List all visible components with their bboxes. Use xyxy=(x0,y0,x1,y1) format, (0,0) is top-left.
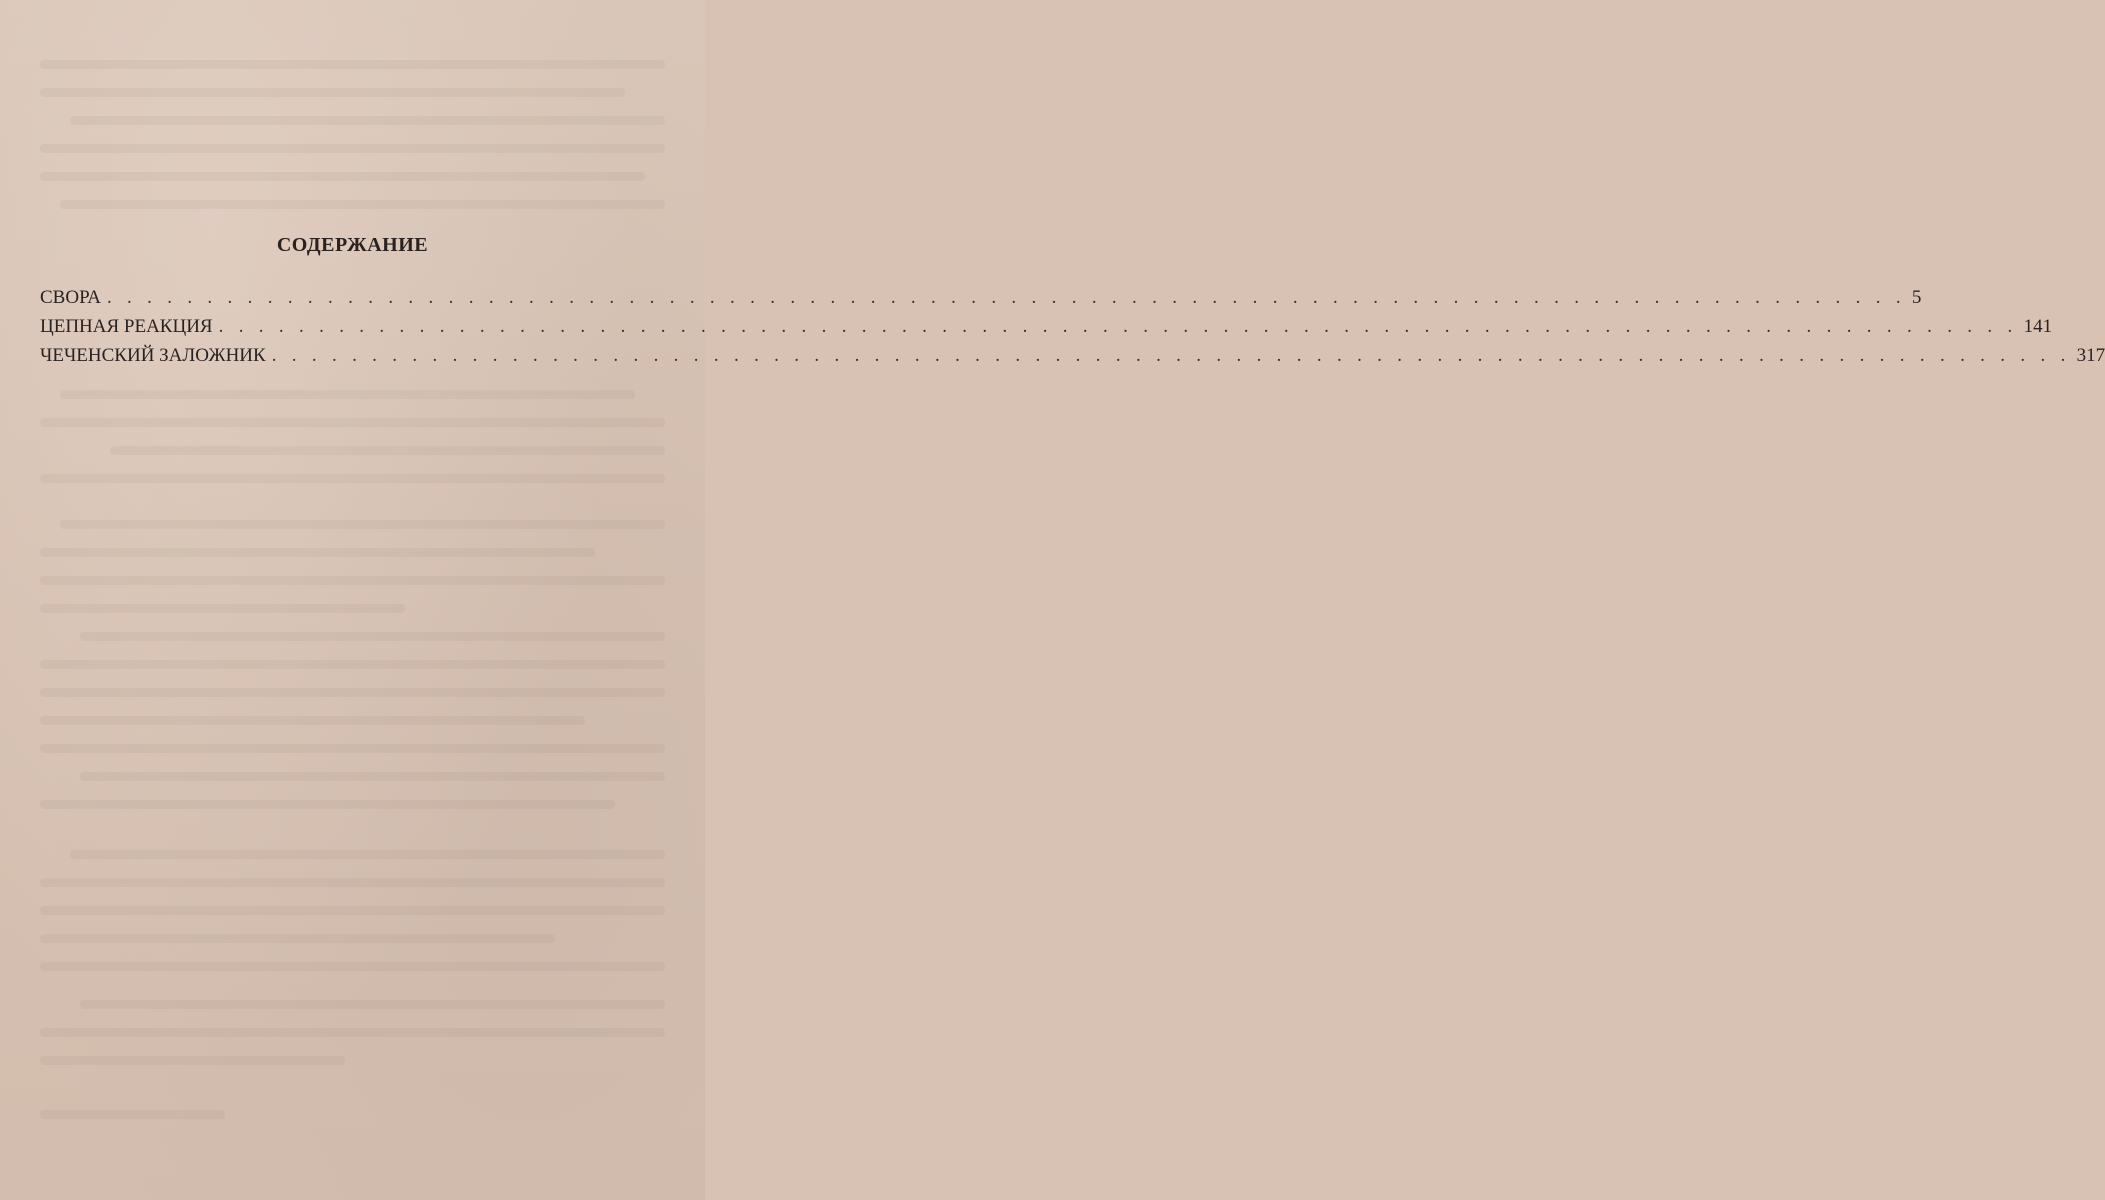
toc-entry-page: 5 xyxy=(1911,287,1922,308)
dot-leader: . . . . . . . . . . . . . . . . . . . . . . . . . . . . . . . . . . . . . . . . . . . . . . . . . . . . . . . . . . . . . . . . . . . . . . . . . . . . . . . . . . . . . . . . . . xyxy=(218,316,2018,337)
dot-leader: . . . . . . . . . . . . . . . . . . . . . . . . . . . . . . . . . . . . . . . . . . . . . . . . . . . . . . . . . . . . . . . . . . . . . . . . . . . . . . . . . . . . . . . . . . xyxy=(271,345,2071,366)
toc-entry-page: 141 xyxy=(2023,316,2053,337)
contents-heading: СОДЕРЖАНИЕ xyxy=(276,234,429,256)
toc-entry-title: ЧЕЧЕНСКИЙ ЗАЛОЖНИК xyxy=(40,345,266,366)
toc-entry-title: СВОРА xyxy=(40,287,101,308)
toc-entry-title: ЦЕПНАЯ РЕАКЦИЯ xyxy=(40,316,213,337)
toc-entry-page: 317 xyxy=(2076,345,2105,366)
table-of-contents xyxy=(40,283,2105,370)
toc-entry[interactable] xyxy=(40,341,2105,370)
toc-entry[interactable] xyxy=(40,312,2053,341)
dot-leader: . . . . . . . . . . . . . . . . . . . . . . . . . . . . . . . . . . . . . . . . . . . . . . . . . . . . . . . . . . . . . . . . . . . . . . . . . . . . . . . . . . . . . . . . . . xyxy=(106,287,1906,308)
toc-entry[interactable] xyxy=(40,283,1922,312)
